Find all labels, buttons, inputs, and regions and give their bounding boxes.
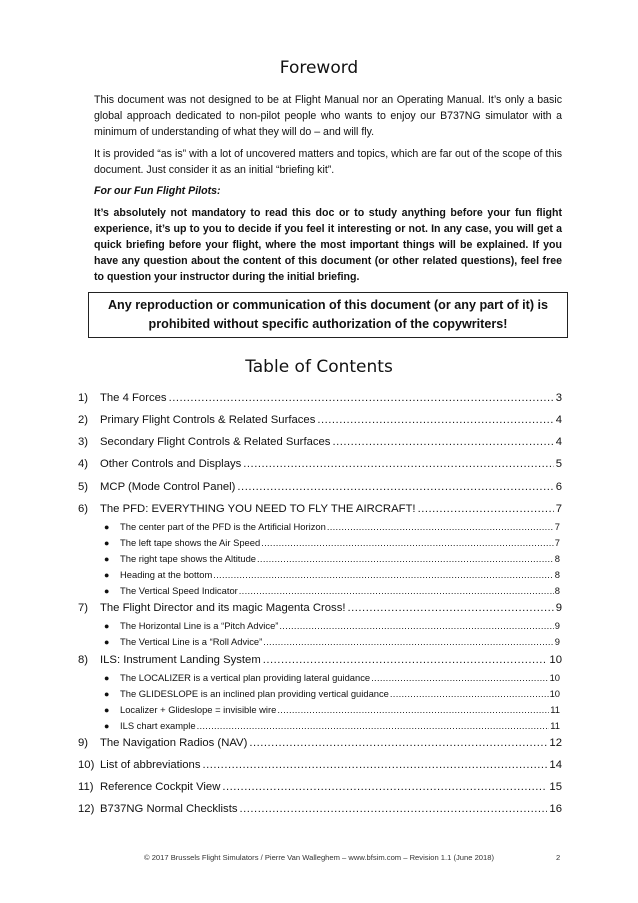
toc-subentry[interactable] <box>104 585 560 596</box>
toc-entry-label: MCP (Mode Control Panel) <box>100 481 236 493</box>
toc-leader-dots <box>261 537 554 548</box>
toc-entry-label: Reference Cockpit View <box>100 781 221 793</box>
toc-leader-dots <box>222 781 547 793</box>
toc-subentry[interactable] <box>104 636 560 647</box>
toc-subentry-label: The Vertical Speed Indicator <box>120 585 238 596</box>
toc-entry-label: Secondary Flight Controls & Related Surfaces <box>100 436 331 448</box>
toc-subentry-label: Localizer + Glideslope = invisible wire <box>120 704 277 715</box>
toc-subentry-label: The Horizontal Line is a “Pitch Advice” <box>120 620 279 631</box>
toc-entry[interactable] <box>78 392 562 404</box>
toc-entry-label: B737NG Normal Checklists <box>100 803 238 815</box>
toc-subentry[interactable] <box>104 553 560 564</box>
bullet-icon: ● <box>104 673 110 683</box>
toc-entry-page: 4 <box>555 414 562 426</box>
bullet-icon: ● <box>104 522 110 532</box>
bullet-icon: ● <box>104 586 110 596</box>
toc-entry-label: The Navigation Radios (NAV) <box>100 737 248 749</box>
foreword-paragraph-bold: It’s absolutely not mandatory to read this doc or to study anything before your fun flight experience, it’s up to you to decide if you feel it interesting or not. In any case, you will get a quick briefing before your flight, where the most important things will be explained. If you have any question about the content of this document (or other related questions), feel free to question your instructor during the initial briefing. <box>94 207 562 283</box>
toc-entry[interactable] <box>78 759 562 771</box>
toc-subentry[interactable] <box>104 720 560 731</box>
toc-subentry-label: The LOCALIZER is a vertical plan providing lateral guidance <box>120 672 371 683</box>
toc-entry-label: The 4 Forces <box>100 392 167 404</box>
toc-subentry-page: 11 <box>550 704 560 715</box>
bullet-icon: ● <box>104 721 110 731</box>
toc-entry-page: 6 <box>555 481 562 493</box>
toc-leader-dots <box>390 688 549 699</box>
toc-subentry-page: 11 <box>550 720 560 731</box>
toc-leader-dots <box>279 620 553 631</box>
toc-leader-dots <box>240 803 548 815</box>
toc-entry[interactable] <box>78 458 562 470</box>
toc-subentry-label: The center part of the PFD is the Artificial Horizon <box>120 521 326 532</box>
toc-entry[interactable] <box>78 602 562 614</box>
toc-entry-label: Primary Flight Controls & Related Surfaces <box>100 414 316 426</box>
toc-entry[interactable] <box>78 481 562 493</box>
toc-leader-dots <box>239 585 554 596</box>
fun-flight-heading: For our Fun Flight Pilots: <box>94 185 221 197</box>
toc-leader-dots <box>249 737 547 749</box>
toc-leader-dots <box>348 602 554 614</box>
toc-entry[interactable] <box>78 803 562 815</box>
toc-entry[interactable] <box>78 414 562 426</box>
toc-leader-dots <box>243 458 553 470</box>
toc-subentry-page: 8 <box>554 585 560 596</box>
toc-entry-label: The PFD: EVERYTHING YOU NEED TO FLY THE AIRCRAFT! <box>100 503 416 515</box>
toc-leader-dots <box>169 392 554 404</box>
bullet-icon: ● <box>104 538 110 548</box>
toc-subentry-label: The right tape shows the Altitude <box>120 553 257 564</box>
toc-entry-number: 9) <box>78 737 89 749</box>
bullet-icon: ● <box>104 637 110 647</box>
toc-entry-page: 10 <box>549 654 562 666</box>
toc-subentry-page: 7 <box>554 537 560 548</box>
toc-entry-page: 3 <box>555 392 562 404</box>
toc-entry-number: 5) <box>78 481 89 493</box>
toc-entry-page: 15 <box>549 781 562 793</box>
bullet-icon: ● <box>104 689 110 699</box>
toc-subentry-label: ILS chart example <box>120 720 196 731</box>
toc-leader-dots <box>371 672 548 683</box>
toc-subentry-page: 9 <box>554 636 560 647</box>
toc-subentry-page: 10 <box>549 672 560 683</box>
foreword-title: Foreword <box>279 58 359 78</box>
toc-subentry[interactable] <box>104 688 560 699</box>
toc-subentry[interactable] <box>104 521 560 532</box>
toc-entry-label: List of abbreviations <box>100 759 201 771</box>
toc-entry-page: 5 <box>555 458 562 470</box>
toc-title: Table of Contents <box>245 357 393 377</box>
toc-subentry[interactable] <box>104 704 560 715</box>
toc-subentry[interactable] <box>104 537 560 548</box>
toc-subentry[interactable] <box>104 672 560 683</box>
page-footer: © 2017 Brussels Flight Simulators / Pierre Van Walleghem – www.bfsim.com – Revision 1.1 (June 2018) <box>144 853 494 862</box>
toc-subentry-page: 10 <box>549 688 560 699</box>
foreword-paragraph-2: It is provided “as is” with a lot of uncovered matters and topics, which are far out of the scope of this document. Just consider it as an initial “briefing kit”. <box>94 148 562 176</box>
toc-entry-number: 6) <box>78 503 89 515</box>
toc-leader-dots <box>327 521 554 532</box>
toc-entry-page: 9 <box>555 602 562 614</box>
toc-entry-number: 4) <box>78 458 89 470</box>
toc-entry-page: 7 <box>555 503 562 515</box>
bullet-icon: ● <box>104 621 110 631</box>
toc-subentry-page: 8 <box>554 553 560 564</box>
bullet-icon: ● <box>104 705 110 715</box>
toc-entry[interactable] <box>78 503 562 515</box>
toc-leader-dots <box>213 569 554 580</box>
toc-entry-label: Other Controls and Displays <box>100 458 242 470</box>
toc-subentry-label: Heading at the bottom <box>120 569 213 580</box>
toc-leader-dots <box>263 636 554 647</box>
toc-entry[interactable] <box>78 737 562 749</box>
toc-subentry-label: The left tape shows the Air Speed <box>120 537 261 548</box>
copyright-notice-box: Any reproduction or communication of this document (or any part of it) is prohibited without specific authorization of the copywriters! <box>88 292 568 338</box>
toc-subentry-page: 8 <box>554 569 560 580</box>
toc-subentry-page: 7 <box>554 521 560 532</box>
toc-entry[interactable] <box>78 654 562 666</box>
toc-leader-dots <box>277 704 549 715</box>
toc-entry-number: 2) <box>78 414 89 426</box>
toc-entry-number: 1) <box>78 392 89 404</box>
toc-entry-label: The Flight Director and its magic Magenta Cross! <box>100 602 346 614</box>
toc-leader-dots <box>332 436 553 448</box>
toc-entry-number: 8) <box>78 654 89 666</box>
toc-subentry-label: The Vertical Line is a “Roll Advice” <box>120 636 263 647</box>
toc-entry-number: 10) <box>78 759 95 771</box>
toc-leader-dots <box>202 759 547 771</box>
toc-subentry[interactable] <box>104 620 560 631</box>
toc-leader-dots <box>418 503 554 515</box>
toc-leader-dots <box>263 654 548 666</box>
toc-entry-page: 12 <box>549 737 562 749</box>
toc-leader-dots <box>257 553 554 564</box>
page-number: 2 <box>556 853 561 862</box>
foreword-paragraph-1: This document was not designed to be at Flight Manual nor an Operating Manual. It’s only a basic global approach dedicated to non-pilot people who wants to enjoy our B737NG simulator with a minimum of understanding of what they will do – and will fly. <box>94 94 562 138</box>
bullet-icon: ● <box>104 554 110 564</box>
toc-entry-label: ILS: Instrument Landing System <box>100 654 261 666</box>
toc-entry-page: 14 <box>549 759 562 771</box>
bullet-icon: ● <box>104 570 110 580</box>
toc-leader-dots <box>317 414 553 426</box>
toc-subentry-page: 9 <box>554 620 560 631</box>
toc-entry-number: 7) <box>78 602 89 614</box>
toc-leader-dots <box>197 720 550 731</box>
toc-entry[interactable] <box>78 436 562 448</box>
toc-entry-page: 4 <box>555 436 562 448</box>
toc-entry[interactable] <box>78 781 562 793</box>
toc-entry-page: 16 <box>549 803 562 815</box>
toc-leader-dots <box>237 481 553 493</box>
toc-entry-number: 12) <box>78 803 95 815</box>
toc-entry-number: 11) <box>78 781 94 793</box>
toc-subentry[interactable] <box>104 569 560 580</box>
toc-subentry-label: The GLIDESLOPE is an inclined plan providing vertical guidance <box>120 688 389 699</box>
toc-entry-number: 3) <box>78 436 89 448</box>
